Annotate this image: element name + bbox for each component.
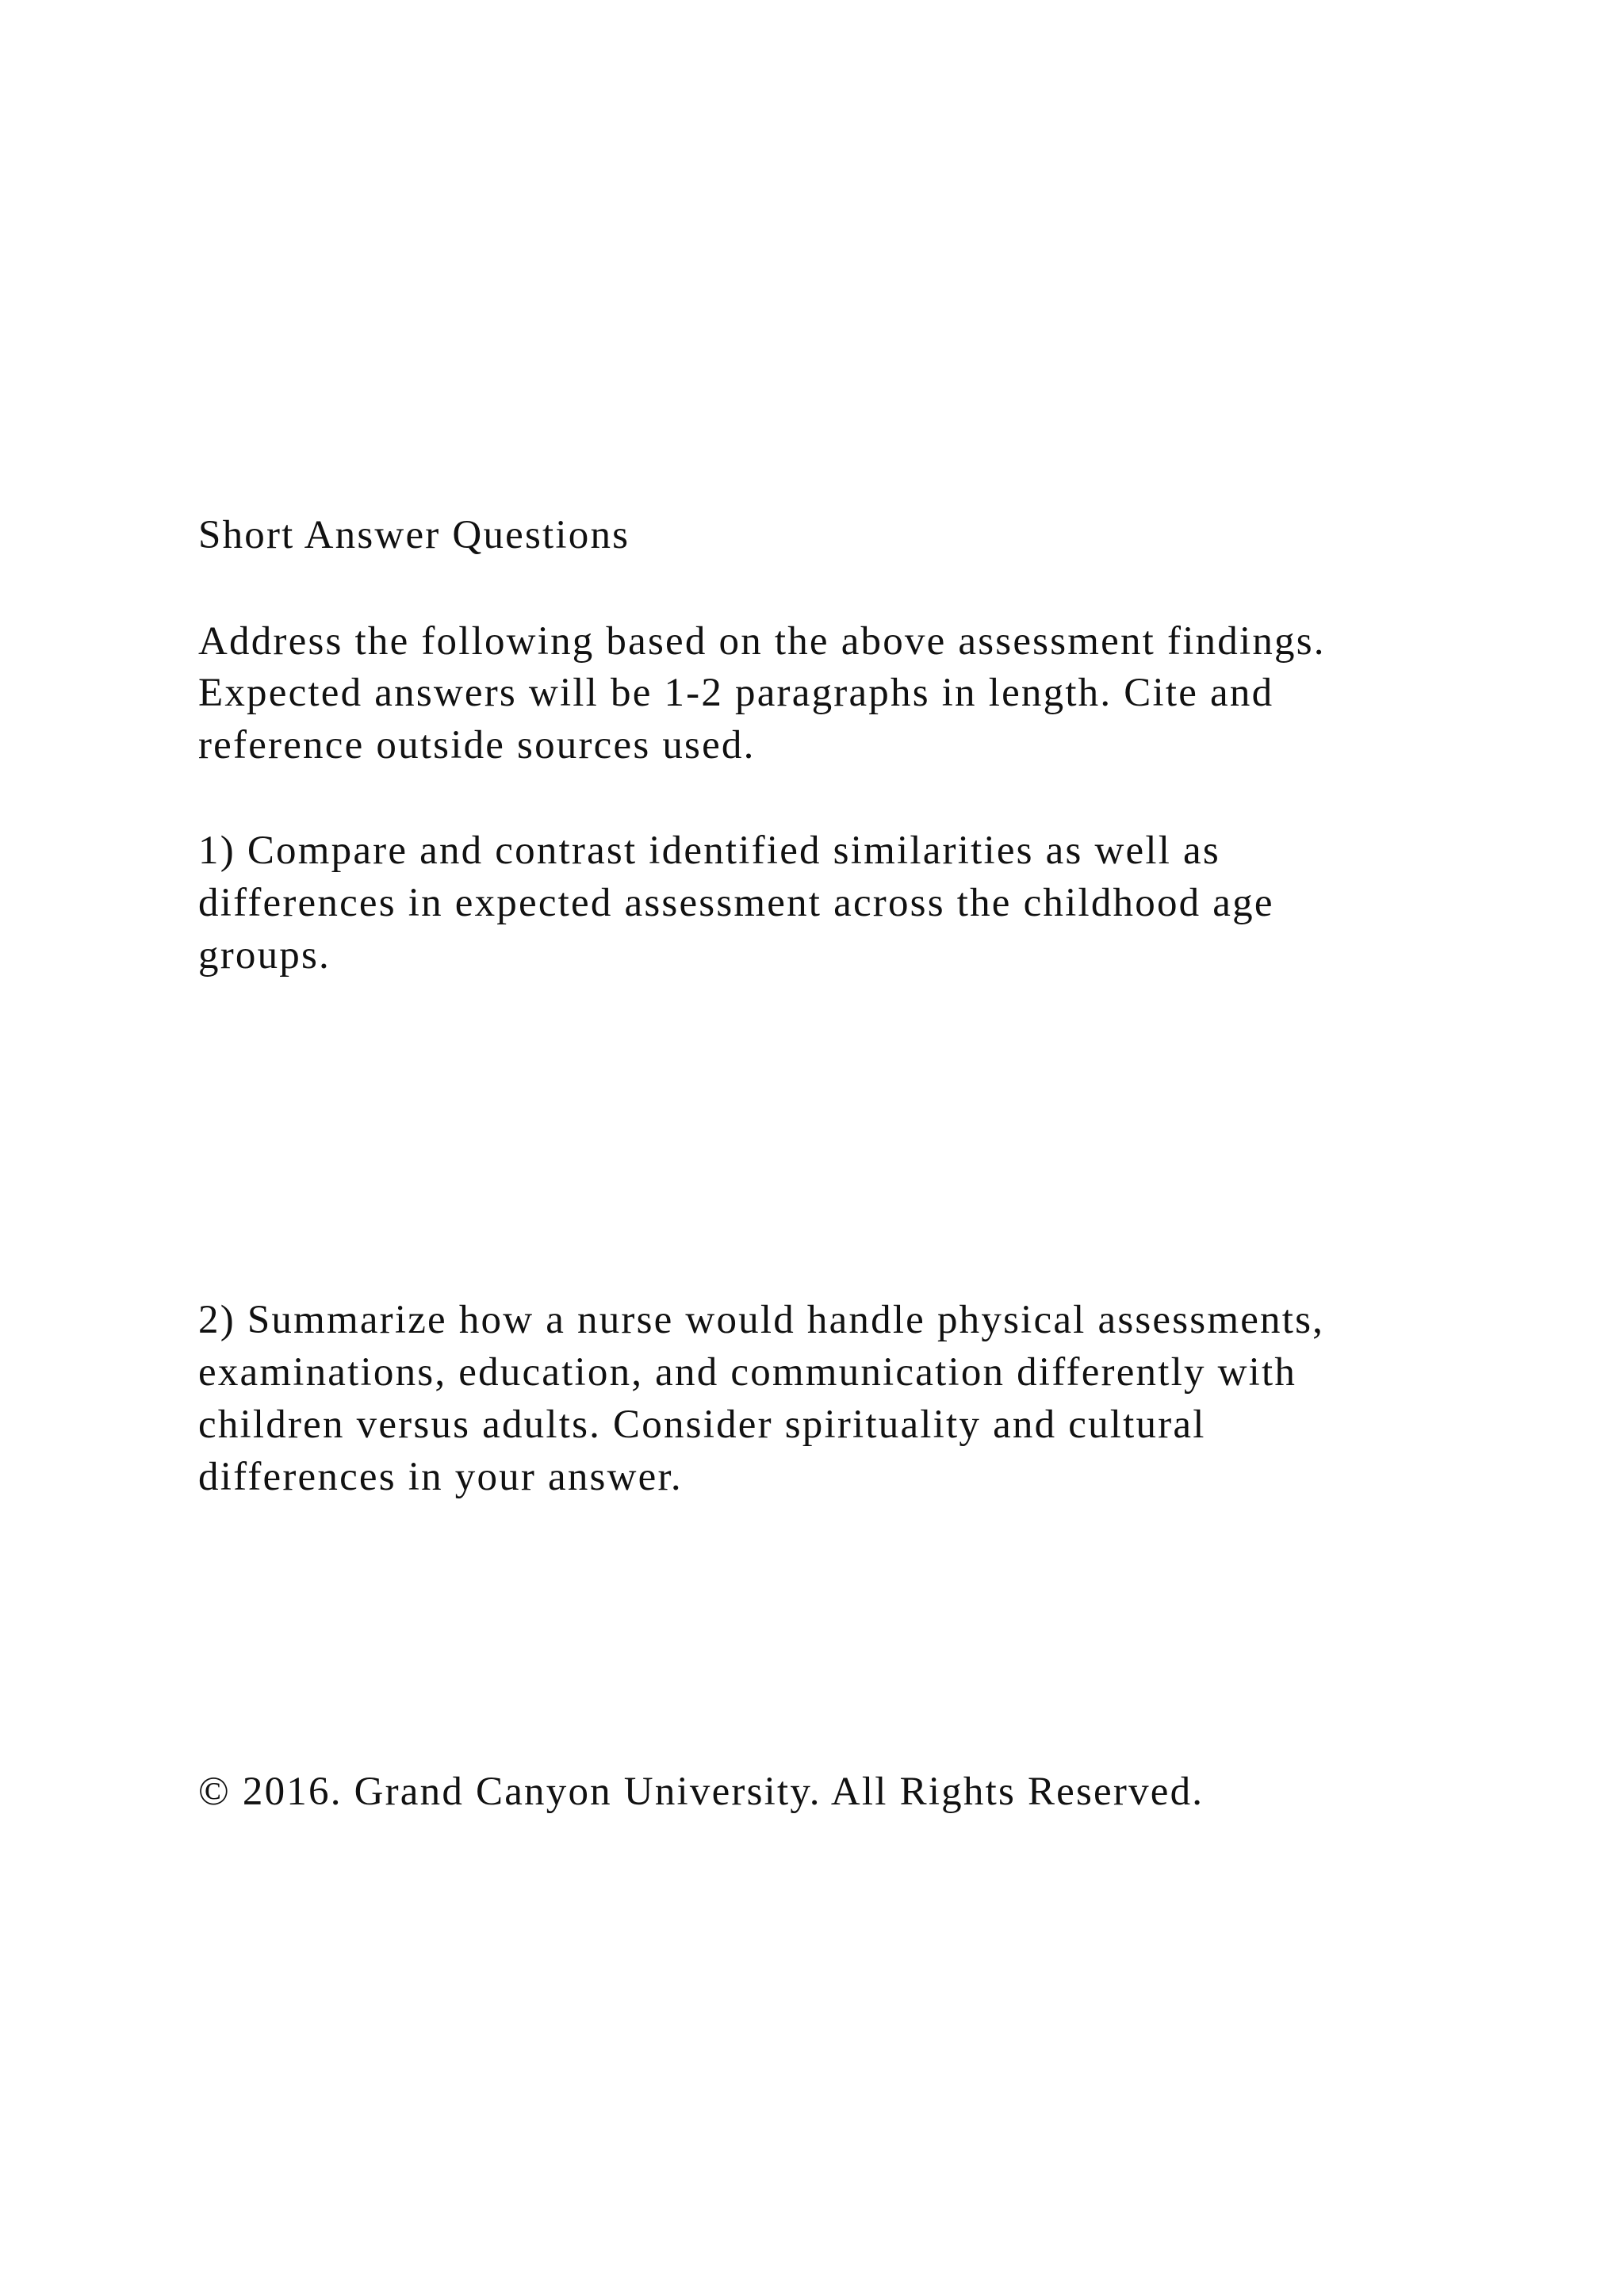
question-line: examinations, education, and communication differently with <box>198 1350 1297 1395</box>
page-title: Short Answer Questions <box>198 513 630 557</box>
question-line: groups. <box>198 933 331 978</box>
question-line: 1) Compare and contrast identified similarities as well as <box>198 828 1220 873</box>
question-line: differences in your answer. <box>198 1455 683 1499</box>
intro-line: reference outside sources used. <box>198 723 756 767</box>
question-line: differences in expected assessment across the childhood age <box>198 881 1274 925</box>
question-line: 2) Summarize how a nurse would handle physical assessments, <box>198 1298 1325 1342</box>
intro-line: Expected answers will be 1-2 paragraphs in length. Cite and <box>198 671 1274 715</box>
intro-line: Address the following based on the above assessment findings. <box>198 619 1326 664</box>
question-line: children versus adults. Consider spirituality and cultural <box>198 1402 1206 1447</box>
copyright-notice: © 2016. Grand Canyon University. All Rights Reserved. <box>198 1770 1205 1814</box>
